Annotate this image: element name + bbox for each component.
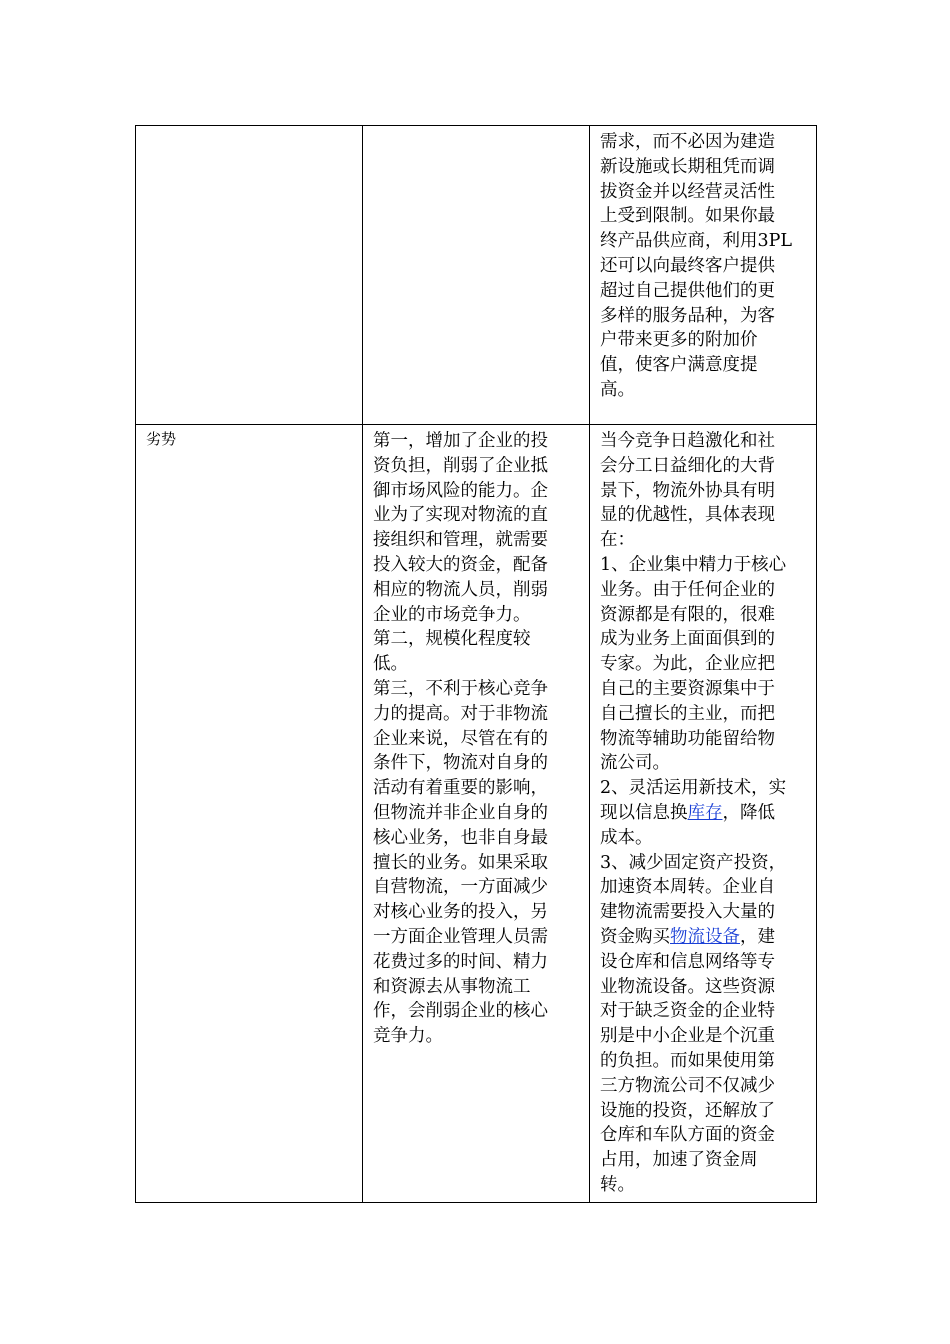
text-line: 第一，增加了企业的投 — [373, 431, 548, 451]
text-segment: 现以信息换 — [600, 802, 688, 823]
text-line: 上受到限制。如果你最 — [600, 206, 775, 227]
text-line: 建物流需要投入大量的 — [600, 902, 775, 923]
text-line: 条件下，物流对自身的 — [373, 753, 548, 774]
row1-col2-cell — [363, 126, 590, 425]
text-line — [600, 925, 808, 950]
text-line: 别是中小企业是个沉重 — [600, 1026, 775, 1047]
link-logistics-equipment[interactable]: 物流设备 — [670, 926, 740, 947]
text-line: 终产品供应商，利用3PL — [600, 231, 793, 252]
row2-col2-text — [363, 425, 589, 1053]
text-line: 对核心业务的投入，另 — [373, 902, 548, 923]
text-line: 第三，不利于核心竞争 — [373, 678, 548, 699]
text-line: 御市场风险的能力。企 — [373, 480, 548, 501]
text-line: 资负担，削弱了企业抵 — [373, 455, 548, 476]
row1-col3-text — [590, 126, 816, 407]
text-line: 业务。由于任何企业的 — [600, 579, 775, 600]
text-line: 花费过多的时间、精力 — [373, 951, 548, 972]
text-line: 的负担。而如果使用第 — [600, 1050, 775, 1071]
text-line: 低。 — [373, 654, 408, 675]
text-line: 企业的市场竞争力。 — [373, 604, 531, 625]
text-segment: ，降低 — [722, 802, 775, 823]
text-line: 成为业务上面面俱到的 — [600, 629, 775, 650]
row2-label-cell — [136, 425, 363, 1203]
text-line: 还可以向最终客户提供 — [600, 255, 775, 276]
text-segment: ，建 — [740, 926, 775, 947]
text-line: 活动有着重要的影响， — [373, 778, 548, 799]
text-line: 自己擅长的主业，而把 — [600, 703, 775, 724]
text-line: 自己的主要资源集中于 — [600, 678, 775, 699]
text-line: 在： — [600, 530, 635, 551]
text-line: 资源都是有限的，很难 — [600, 604, 775, 625]
text-line: 竞争力。 — [373, 1026, 443, 1047]
text-line: 和资源去从事物流工 — [373, 976, 531, 997]
text-line: 核心业务，也非自身最 — [373, 827, 548, 848]
text-line: 值，使客户满意度提 — [600, 355, 758, 376]
text-line: 设仓库和信息网络等专 — [600, 951, 775, 972]
text-line: 接组织和管理，就需要 — [373, 530, 548, 551]
text-line: 专家。为此，企业应把 — [600, 654, 775, 675]
table-row — [136, 425, 817, 1203]
row1-col1-text — [136, 126, 362, 130]
text-line: 相应的物流人员，削弱 — [373, 579, 548, 600]
text-line: 转。 — [600, 1174, 635, 1195]
text-line: 显的优越性，具体表现 — [600, 505, 775, 526]
text-line: 成本。 — [600, 827, 653, 848]
text-line: 物流等辅助功能留给物 — [600, 728, 775, 749]
text-line: 当今竞争日趋激化和社 — [600, 431, 775, 451]
text-line: 加速资本周转。企业自 — [600, 877, 775, 898]
text-line: 业物流设备。这些资源 — [600, 976, 775, 997]
text-line: 业为了实现对物流的直 — [373, 505, 548, 526]
row1-col2-text — [363, 126, 589, 134]
text-line: 户带来更多的附加价 — [600, 330, 758, 351]
text-line: 仓库和车队方面的资金 — [600, 1125, 775, 1146]
text-line: 拔资金并以经营灵活性 — [600, 181, 775, 202]
text-line: 超过自己提供他们的更 — [600, 280, 775, 301]
row-label-disadvantage: 劣势 — [146, 430, 177, 448]
text-line: 擅长的业务。如果采取 — [373, 852, 548, 873]
text-line: 一方面企业管理人员需 — [373, 926, 548, 947]
text-line: 占用，加速了资金周 — [600, 1150, 758, 1171]
table-row — [136, 126, 817, 425]
text-line: 景下，物流外协具有明 — [600, 480, 775, 501]
text-line: 会分工日益细化的大背 — [600, 455, 775, 476]
text-line: 2、灵活运用新技术，实 — [600, 778, 787, 799]
row2-col2-cell — [363, 425, 590, 1203]
text-line: 多样的服务品种，为客 — [600, 305, 775, 326]
text-line: 1、企业集中精力于核心 — [600, 554, 787, 575]
text-line: 设施的投资，还解放了 — [600, 1100, 775, 1121]
text-line: 投入较大的资金，配备 — [373, 554, 548, 575]
text-line: 力的提高。对于非物流 — [373, 703, 548, 724]
comparison-table — [135, 125, 817, 1203]
text-segment: 资金购买 — [600, 926, 670, 947]
text-line: 对于缺乏资金的企业特 — [600, 1001, 775, 1022]
row2-col3-cell — [590, 425, 817, 1203]
text-line — [600, 801, 808, 826]
text-line: 第二，规模化程度较 — [373, 629, 531, 650]
text-line: 需求，而不必因为建造 — [600, 132, 775, 152]
row1-col1-cell — [136, 126, 363, 425]
text-line: 三方物流公司不仅减少 — [600, 1075, 775, 1096]
text-line: 作，会削弱企业的核心 — [373, 1001, 548, 1022]
text-line: 新设施或长期租凭而调 — [600, 156, 775, 177]
row1-col3-cell — [590, 126, 817, 425]
link-inventory[interactable]: 库存 — [687, 802, 723, 823]
text-line: 流公司。 — [600, 753, 670, 774]
text-line: 3、减少固定资产投资， — [600, 852, 787, 873]
text-line: 企业来说，尽管在有的 — [373, 728, 548, 749]
row2-col3-text — [590, 425, 816, 1202]
text-line: 高。 — [600, 379, 635, 400]
text-line: 但物流并非企业自身的 — [373, 802, 548, 823]
text-line: 自营物流，一方面减少 — [373, 877, 548, 898]
